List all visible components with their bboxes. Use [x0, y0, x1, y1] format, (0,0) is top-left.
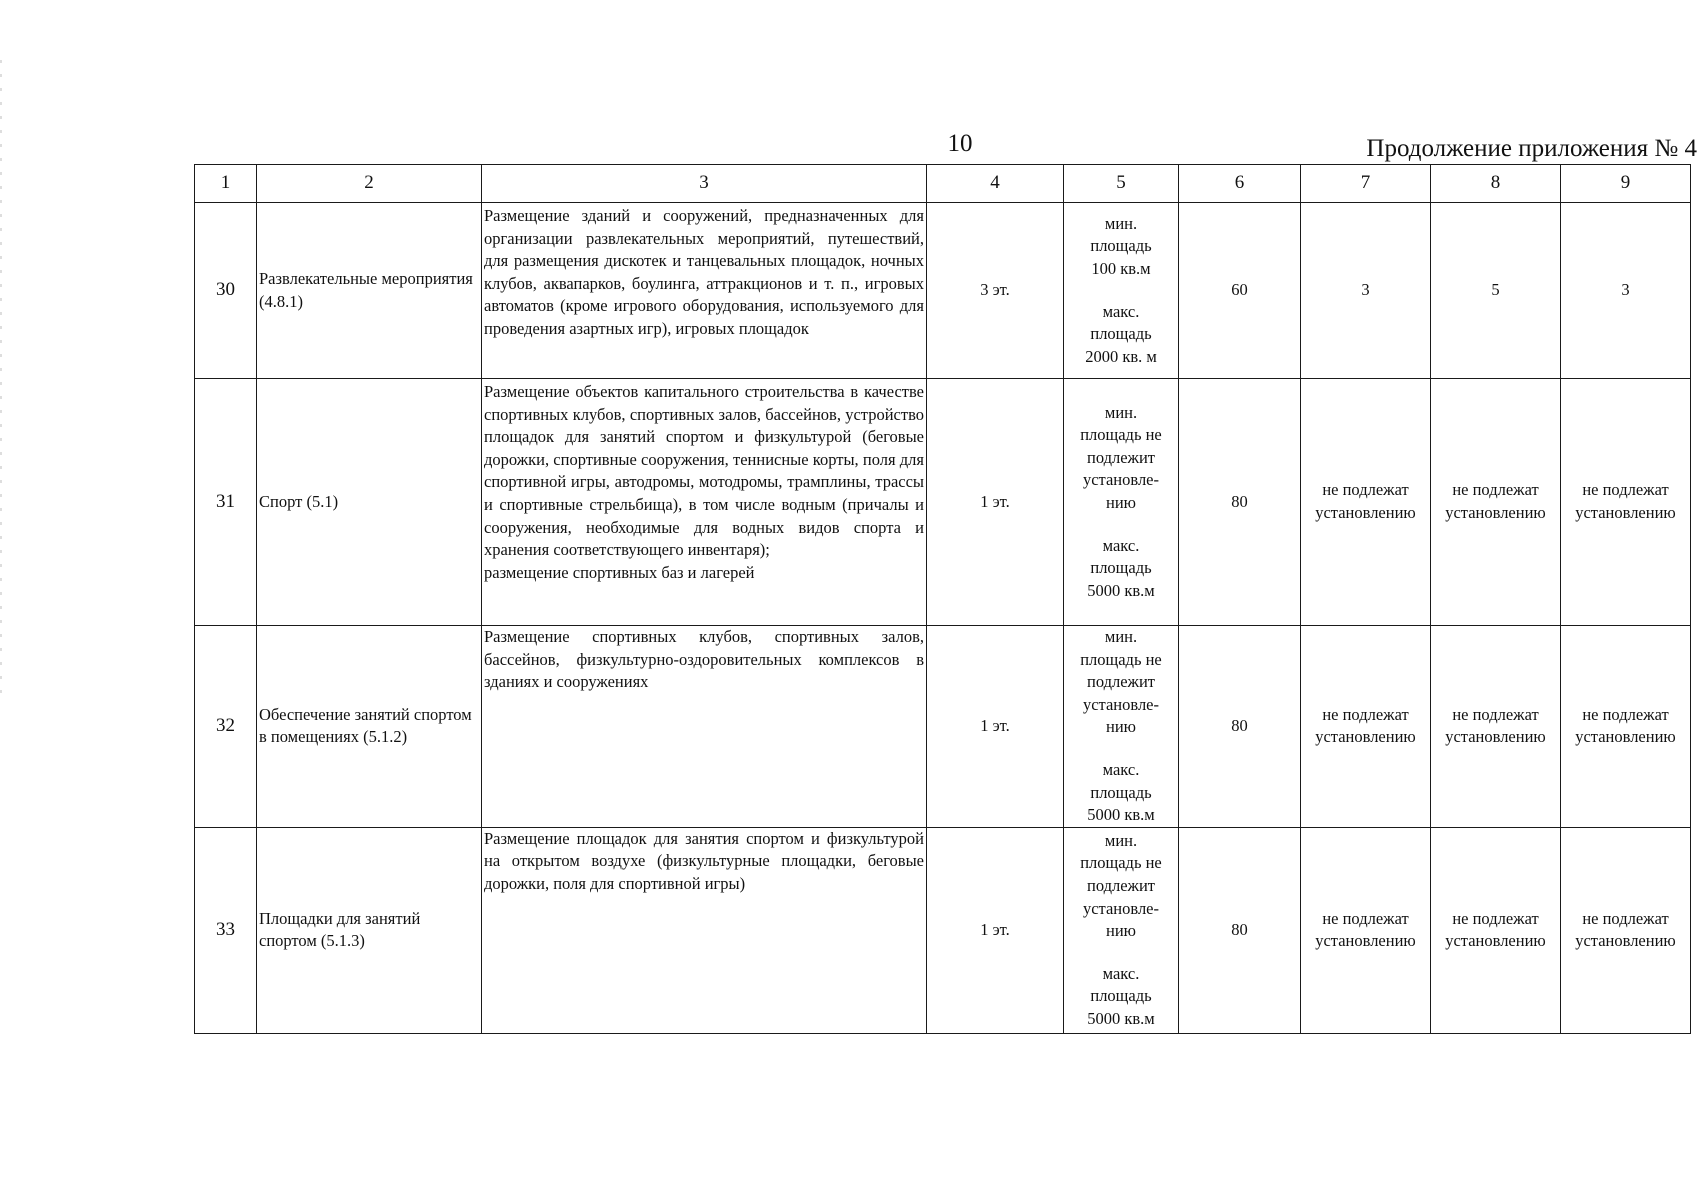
area-min-line: мин. [1104, 627, 1138, 646]
row-number: 30 [195, 203, 257, 379]
table-row [195, 203, 1691, 379]
land-use-name: Спорт (5.1) [257, 379, 482, 626]
column-9-value: не подлежат установлению [1561, 626, 1691, 828]
table-row [195, 827, 1691, 1033]
column-8-value: не подлежат установлению [1431, 379, 1561, 626]
area-max-line: площадь [1090, 558, 1152, 578]
area-max-line: макс. [1102, 535, 1140, 555]
column-7-value: не подлежат установлению [1301, 827, 1431, 1033]
column-header-5: 5 [1064, 165, 1179, 203]
description-paragraph: Размещение площадок для занятия спортом и физкультурой на открытом воздухе (физкультурные площадки, беговые дорожки, поля для спортивной игры) [484, 828, 924, 893]
land-use-name: Развлекательные мероприятия (4.8.1) [257, 203, 482, 379]
column-header-8: 8 [1431, 165, 1561, 203]
column-header-1: 1 [195, 165, 257, 203]
header-row [195, 165, 1691, 203]
column-9-value: 3 [1561, 203, 1691, 379]
area-min-line: мин. [1104, 402, 1138, 422]
area-min-line: мин. [1104, 830, 1138, 850]
area-min-line: установле- [1082, 694, 1159, 714]
description-paragraph: Размещение объектов капитального строительства в качестве спортивных клубов, спортивных залов, бассейнов, устройство площадок для занятий спортом и физкультурой (беговые дорожки, спортивные сооружения, теннисные корты, поля для спортивной игры, автодромы, мотодромы, трамплины, трассы и спортивные стрельбища), в том числе водным (причалы и сооружения, необходимые для водных видов спорта и хранения соответствующего инвентаря); [484, 382, 924, 560]
area-min-line: площадь не [1080, 425, 1162, 445]
column-7-value: не подлежат установлению [1301, 626, 1431, 828]
plot-area-limits [1064, 379, 1179, 626]
column-6-value: 80 [1179, 626, 1301, 828]
max-floors: 1 эт. [927, 827, 1064, 1033]
column-9-value: не подлежат установлению [1561, 379, 1691, 626]
page-number: 10 [947, 130, 973, 157]
column-6-value: 80 [1179, 827, 1301, 1033]
column-6-value: 80 [1179, 379, 1301, 626]
table-row [195, 626, 1691, 828]
plot-area-limits [1064, 203, 1179, 379]
area-min-line: подлежит [1087, 672, 1155, 692]
spacer [1066, 943, 1176, 963]
column-9-value: не подлежат установлению [1561, 827, 1691, 1033]
area-max-line: площадь [1090, 324, 1152, 344]
row-number: 33 [195, 827, 257, 1033]
area-max-line: 2000 кв. м [1085, 346, 1157, 366]
spacer [1066, 281, 1176, 301]
column-header-9: 9 [1561, 165, 1691, 203]
area-max-line: 5000 кв.м [1087, 580, 1155, 600]
description-paragraph: Размещение зданий и сооружений, предназначенных для организации развлекательных мероприятий, путешествий, для размещения дискотек и танцевальных площадок, ночных клубов, аквапарков, боулинга, аттракционов и т. п., игровых автоматов (кроме игрового оборудования, используемого для проведения азартных игр), игровых площадок [484, 206, 924, 338]
table-row [195, 379, 1691, 626]
column-6-value: 60 [1179, 203, 1301, 379]
land-use-description [482, 203, 927, 379]
plot-area-limits [1064, 827, 1179, 1033]
column-header-2: 2 [257, 165, 482, 203]
land-use-description [482, 827, 927, 1033]
max-floors: 1 эт. [927, 379, 1064, 626]
area-min-line: площадь не [1080, 649, 1162, 669]
area-max-line: 5000 кв.м [1087, 1009, 1155, 1029]
area-min-line: подлежит [1087, 447, 1155, 467]
area-min-line: подлежит [1087, 876, 1155, 896]
max-floors: 1 эт. [927, 626, 1064, 828]
area-max-line: макс. [1102, 301, 1140, 321]
max-floors: 3 эт. [927, 203, 1064, 379]
plot-area-limits [1064, 626, 1179, 828]
appendix-continuation-note: Продолжение приложения № 4 [1366, 135, 1697, 162]
area-min-line: нию [1106, 717, 1136, 737]
regulations-table-wrapper [194, 164, 1690, 1034]
column-8-value: не подлежат установлению [1431, 827, 1561, 1033]
column-8-value: не подлежат установлению [1431, 626, 1561, 828]
area-min-line: площадь не [1080, 853, 1162, 873]
land-use-name: Обеспечение занятий спортом в помещениях (5.1.2) [257, 626, 482, 828]
area-max-line: макс. [1102, 963, 1140, 983]
column-header-3: 3 [482, 165, 927, 203]
area-min-line: 100 кв.м [1091, 258, 1151, 278]
description-paragraph: размещение спортивных баз и лагерей [484, 562, 755, 582]
area-min-line: площадь [1090, 236, 1152, 256]
column-7-value: не подлежат установлению [1301, 379, 1431, 626]
column-header-7: 7 [1301, 165, 1431, 203]
land-use-name: Площадки для занятий спортом (5.1.3) [257, 827, 482, 1033]
land-use-description [482, 626, 927, 828]
scan-edge-artifact [0, 60, 2, 700]
area-min-line: установле- [1082, 470, 1159, 490]
column-header-6: 6 [1179, 165, 1301, 203]
regulations-table [194, 164, 1691, 1034]
area-max-line: 5000 кв.м [1087, 805, 1155, 825]
spacer [1066, 739, 1176, 759]
area-max-line: площадь [1090, 782, 1152, 802]
area-max-line: макс. [1102, 759, 1140, 779]
area-min-line: нию [1106, 921, 1136, 941]
column-header-4: 4 [927, 165, 1064, 203]
column-8-value: 5 [1431, 203, 1561, 379]
area-min-line: установле- [1082, 898, 1159, 918]
area-min-line: нию [1106, 493, 1136, 512]
area-min-line: мин. [1104, 213, 1138, 233]
row-number: 32 [195, 626, 257, 828]
land-use-description [482, 379, 927, 626]
description-paragraph: Размещение спортивных клубов, спортивных залов, бассейнов, физкультурно-оздоровительных комплексов в зданиях и сооружениях [484, 627, 924, 692]
column-7-value: 3 [1301, 203, 1431, 379]
spacer [1066, 515, 1176, 535]
row-number: 31 [195, 379, 257, 626]
area-max-line: площадь [1090, 986, 1152, 1006]
